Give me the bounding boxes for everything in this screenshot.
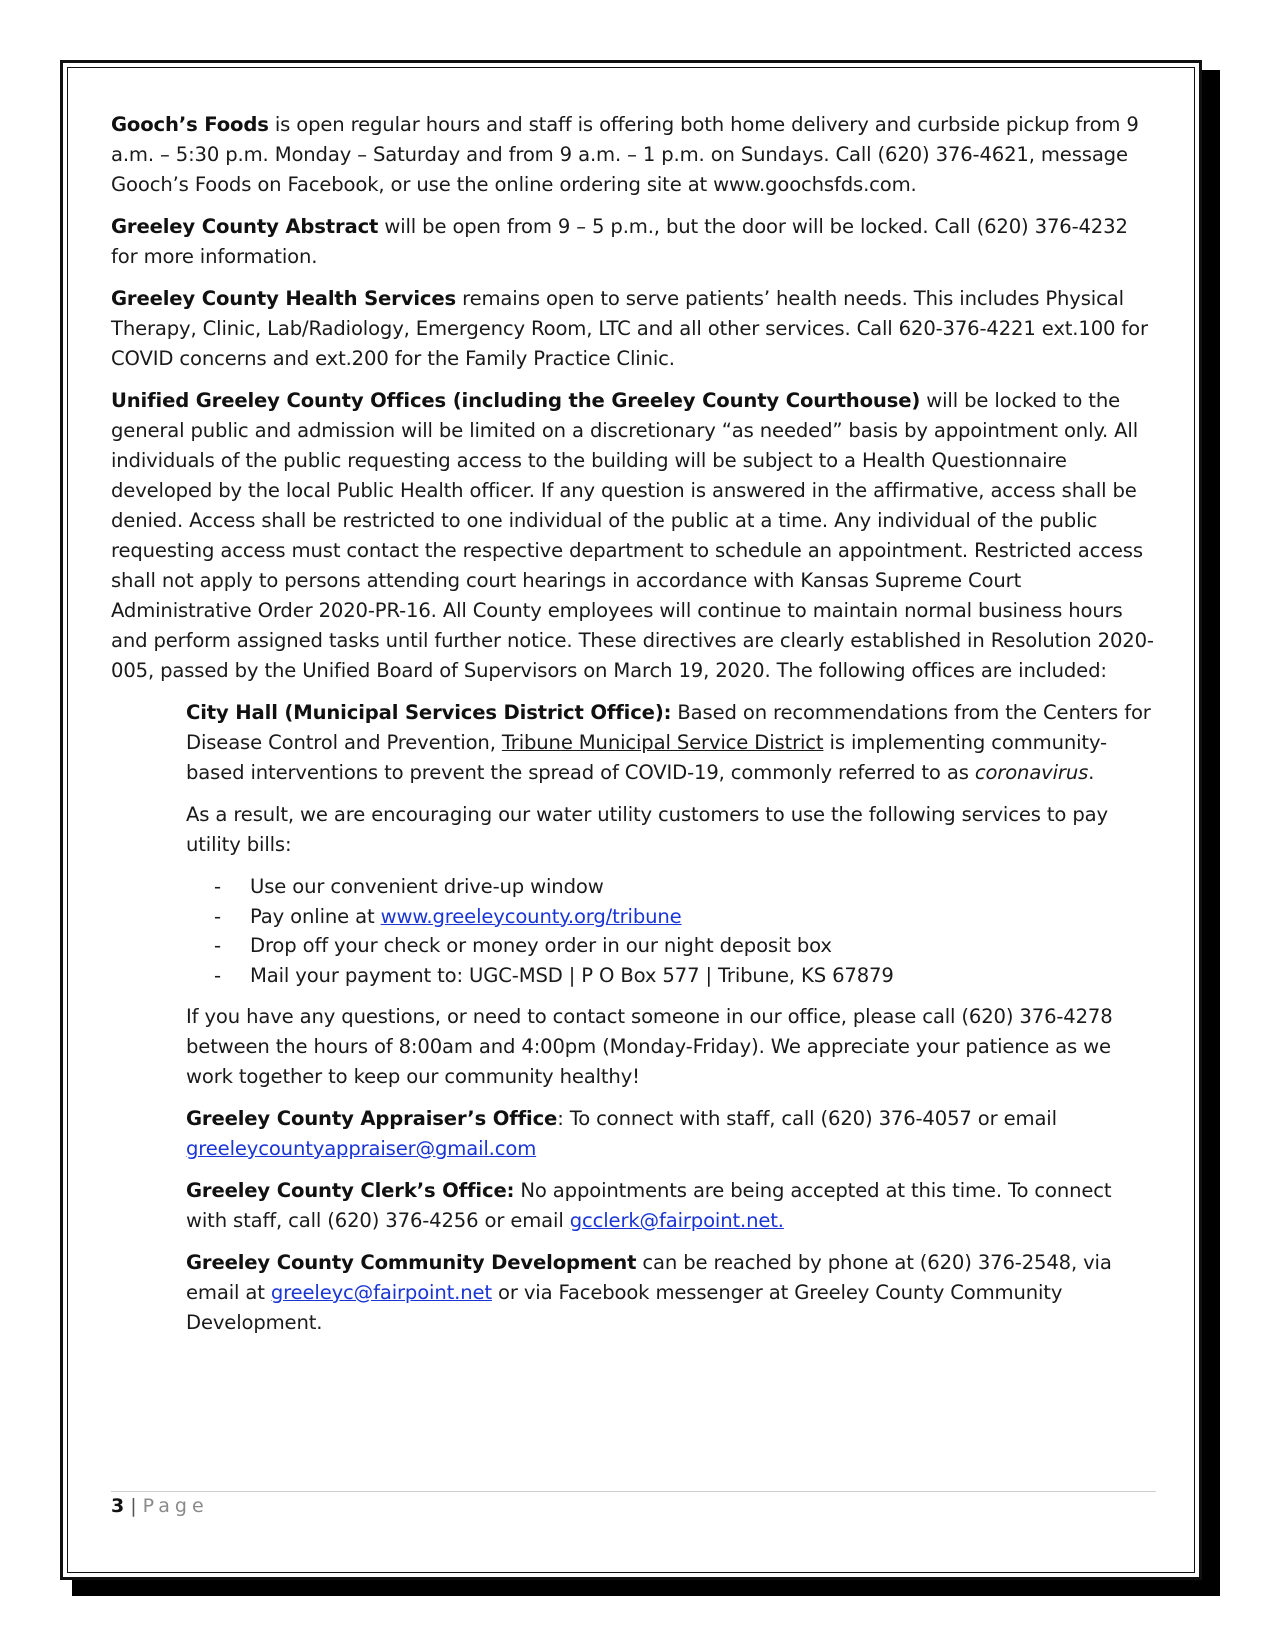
list-item [186,902,1156,932]
abstract-paragraph [111,212,1156,272]
community-paragraph [186,1248,1156,1338]
appraiser-email-link[interactable]: greeleycountyappraiser@gmail.com [186,1137,537,1160]
city-hall-district: Tribune Municipal Service District [501,731,824,754]
offices-section [186,698,1156,1338]
city-hall-paragraph [186,698,1156,788]
appraiser-text: : To connect with staff, call (620) 376-4057 or email [557,1107,1057,1130]
page-footer [111,1495,209,1517]
goochs-paragraph [111,110,1156,200]
city-hall-title: City Hall (Municipal Services District Office): [186,701,672,724]
goochs-title: Gooch’s Foods [111,113,269,136]
city-hall-italic: coronavirus [974,761,1089,784]
list-item: - Use our convenient drive-up window [186,872,1156,902]
city-hall-text-c: . [1088,761,1095,784]
as-result-paragraph: As a result, we are encouraging our water utility customers to use the following services to pay utility bills: [186,803,1108,856]
health-paragraph [111,284,1156,374]
goochs-text: is open regular hours and staff is offering both home delivery and curbside pickup from 9 a.m. – 5:30 p.m. Monday – Saturday and from 9 a.m. – 1 p.m. on Sundays. Call (620) 376-4621, message Gooch’s Foods on Facebook, or use the online ordering site at www.goochsfds.com. [111,113,1139,196]
health-title: Greeley County Health Services [111,287,457,310]
list-item: - Mail your payment to: UGC-MSD | P O Box 577 | Tribune, KS 67879 [186,961,1156,991]
clerk-title: Greeley County Clerk’s Office: [186,1179,515,1202]
tribune-link[interactable]: www.greeleycounty.org/tribune [380,904,682,928]
footer-separator: | [130,1495,137,1517]
health-text: remains open to serve patients’ health needs. This includes Physical Therapy, Clinic, Lab/Radiology, Emergency Room, LTC and all other services. Call 620-376-4221 ext.100 for COVID concerns and ext.200 for the Family Practice Clinic. [111,287,1148,370]
clerk-text: No appointments are being accepted at this time. To connect with staff, call (620) 376-4256 or email [186,1179,1112,1232]
clerk-paragraph [186,1176,1156,1236]
community-text-a: can be reached by phone at (620) 376-2548, via email at [186,1251,1112,1304]
questions-paragraph: If you have any questions, or need to contact someone in our office, please call (620) 376-4278 between the hours of 8:00am and 4:00pm (Monday-Friday). We appreciate your patience as we work together to keep our community healthy! [186,1005,1113,1088]
community-title: Greeley County Community Development [186,1251,637,1274]
city-hall-text-a: Based on recommendations from the Centers for Disease Control and Prevention, [186,701,1151,754]
community-email-link[interactable]: greeleyc@fairpoint.net [270,1281,492,1304]
document-body [111,110,1156,1350]
unified-title: Unified Greeley County Offices (including the Greeley County Courthouse) [111,389,921,412]
abstract-title: Greeley County Abstract [111,215,379,238]
appraiser-paragraph [186,1104,1156,1164]
pay-online-prefix: Pay online at [250,904,381,928]
payment-options-list [186,872,1156,990]
city-hall-text-b: is implementing community-based interventions to prevent the spread of COVID-19, commonly referred to as [186,731,1107,784]
unified-paragraph [111,386,1156,686]
appraiser-title: Greeley County Appraiser’s Office [186,1107,558,1130]
footer-divider [111,1491,1156,1492]
page-number: 3 [111,1495,125,1517]
list-item: - Drop off your check or money order in our night deposit box [186,931,1156,961]
page-label: Page [142,1495,209,1517]
unified-text: will be locked to the general public and admission will be limited on a discretionary “as needed” basis by appointment only. All individuals of the public requesting access to the building will be subject to a Health Questionnaire developed by the local Public Health officer. If any question is answered in the affirmative, access shall be denied. Access shall be restricted to one individual of the public at a time. Any individual of the public requesting access must contact the respective department to schedule an appointment. Restricted access shall not apply to persons attending court hearings in accordance with Kansas Supreme Court Administrative Order 2020-PR-16. All County employees will continue to maintain normal business hours and perform assigned tasks until further notice. These directives are clearly established in Resolution 2020-005, passed by the Unified Board of Supervisors on March 19, 2020. The following offices are included: [111,389,1154,682]
abstract-text: will be open from 9 – 5 p.m., but the door will be locked. Call (620) 376-4232 for more information. [111,215,1128,268]
clerk-email-link[interactable]: gcclerk@fairpoint.net. [569,1209,784,1232]
community-text-b: or via Facebook messenger at Greeley County Community Development. [186,1281,1063,1334]
